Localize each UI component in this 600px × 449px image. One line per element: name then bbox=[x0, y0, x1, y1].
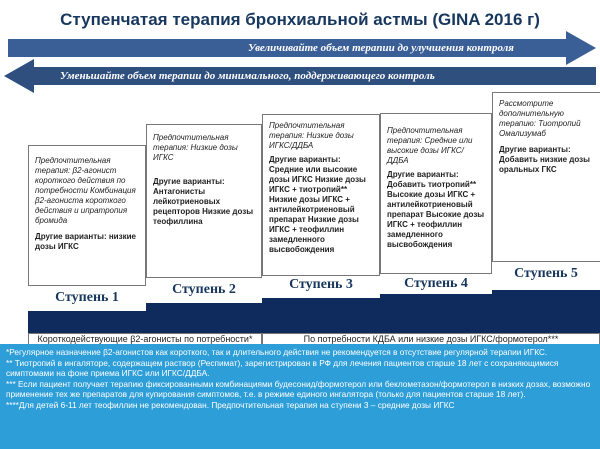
footnotes-panel bbox=[0, 344, 600, 449]
decrease-therapy-arrow bbox=[4, 59, 596, 93]
step-1-base bbox=[28, 311, 146, 333]
step-1-preferred: Предпочтительная терапия: β2-агонист короткого действия по потребности Комбинация β2-агониста короткого действия и ипратропия бромида bbox=[35, 156, 136, 225]
step-2-other: Другие варианты: Антагонисты лейкотриеновых рецепторов Низкие дозы теофиллина bbox=[153, 177, 254, 226]
bottom-bar-steps-2-5: По потребности КДБА или низкие дозы ИГКС/формотерол*** bbox=[262, 333, 600, 345]
increase-therapy-label: Увеличивайте объем терапии до улучшения контроля bbox=[248, 42, 514, 54]
step-5-other: Другие варианты: Добавить низкие дозы оральных ГКС bbox=[499, 145, 590, 174]
step-1-other: Другие варианты: низкие дозы ИГКС bbox=[35, 232, 136, 251]
step-4-base bbox=[380, 294, 492, 333]
step-2-label: Ступень 2 bbox=[172, 282, 236, 297]
footnote-1: *Регулярное назначение β2-агонистов как короткого, так и длительного действия не рекомендуется в отсутствие регулярной терапии ИГКС. bbox=[6, 347, 548, 357]
step-4-box bbox=[380, 113, 492, 274]
step-5-preferred: Рассмотрите дополнительную терапию: Тиотропий Омализумаб bbox=[499, 99, 581, 138]
step-2-box bbox=[146, 124, 262, 278]
step-4-label: Ступень 4 bbox=[404, 276, 468, 291]
step-3-label: Ступень 3 bbox=[289, 277, 353, 292]
step-3-preferred: Предпочтительная терапия: Низкие дозы ИГКС/ДДБА bbox=[269, 121, 354, 150]
step-5-label: Ступень 5 bbox=[514, 266, 578, 281]
page-title: Ступенчатая терапия бронхиальной астмы (GINA 2016 г) bbox=[60, 10, 540, 29]
footnote-4: ****Для детей 6-11 лет теофиллин не рекомендован. Предпочтительная терапия на ступени 3 – средние дозы ИГКС bbox=[6, 399, 455, 410]
step-1-label: Ступень 1 bbox=[55, 290, 119, 305]
step-2-base bbox=[146, 303, 262, 333]
step-3-base bbox=[262, 298, 380, 333]
step-3-box bbox=[262, 114, 380, 276]
step-5-base bbox=[492, 290, 600, 333]
bottom-bar-step-1: Короткодействующие β2-агонисты по потребности* bbox=[28, 333, 262, 345]
step-5-box bbox=[492, 92, 600, 262]
step-2-preferred: Предпочтительная терапия: Низкие дозы ИГКС bbox=[153, 133, 238, 162]
footnote-2: ** Тиотропий в ингаляторе, содержащем раствор (Респимат), зарегистрирован в РФ для лечения пациентов старше 18 лет с сохраняющимися симптомами на фоне приема ИГКС или ИГКС/ДДБА. bbox=[6, 357, 559, 379]
step-3-other: Другие варианты: Средние или высокие дозы ИГКС Низкие дозы ИГКС + тиотропий** Низкие дозы ИГКС + антилейкотриеновый препарат Низкие дозы ИГКС + теофиллин замедленного высвобождения bbox=[269, 155, 366, 254]
step-1-box bbox=[28, 145, 146, 286]
step-4-preferred: Предпочтительная терапия: Средние или высокие дозы ИГКС/ДДБА bbox=[387, 126, 473, 165]
step-4-other: Другие варианты: Добавить тиотропий** Высокие дозы ИГКС + антилейкотриеновый препарат Высокие дозы ИГКС + теофиллин замедленного высвобождения bbox=[387, 170, 485, 249]
footnote-3: *** Если пациент получает терапию фиксированными комбинациями будесонид/формотерол или беклометазон/формотерол в низких дозах, возможно применение тех же препаратов для купирования симптомов, т.е. в режиме единого ингалятора (только для пациентов старше 18 лет). bbox=[6, 378, 591, 400]
decrease-therapy-label: Уменьшайте объем терапии до минимального, поддерживающего контроль bbox=[60, 70, 435, 82]
